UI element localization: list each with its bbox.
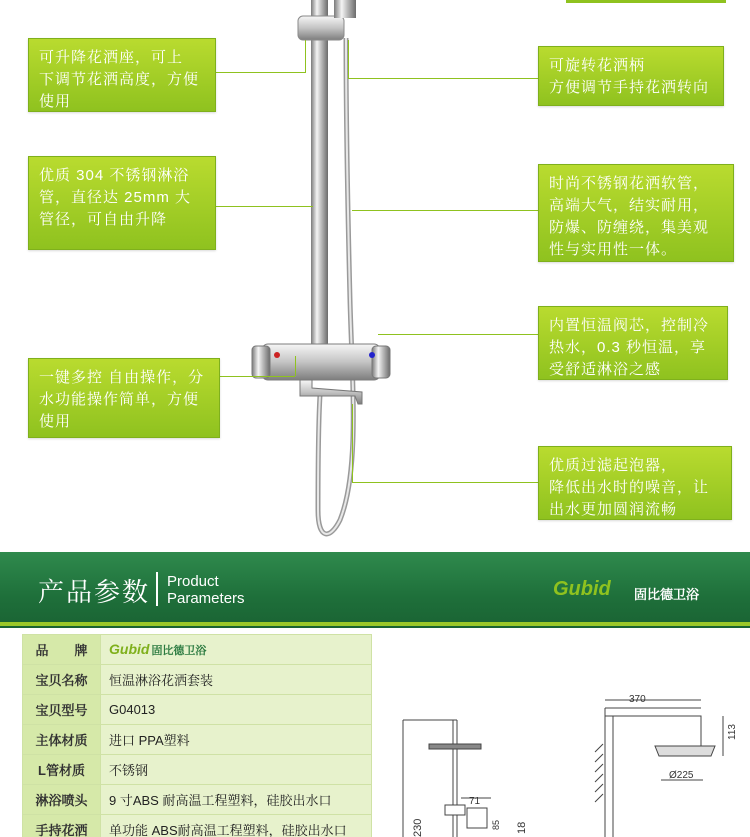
feature-callout-one-key-control: 一键多控 自由操作，分 水功能操作简单，方便 使用 xyxy=(28,358,220,438)
feature-callout-adjustable-seat: 可升降花洒座，可上 下调节花洒高度，方便 使用 xyxy=(28,38,216,112)
dimension-drawing xyxy=(385,690,750,837)
spec-label: 手持花洒 xyxy=(23,815,101,837)
table-row xyxy=(23,815,372,837)
feature-callout-rotating-handle: 可旋转花洒柄 方便调节手持花洒转向 xyxy=(538,46,724,106)
spec-label: 宝贝型号 xyxy=(23,695,101,725)
table-row xyxy=(23,755,372,785)
table-row xyxy=(23,635,372,665)
spec-value: G04013 xyxy=(101,695,372,725)
spec-label: 主体材质 xyxy=(23,725,101,755)
dim-height-label: 113 xyxy=(727,724,738,740)
table-row xyxy=(23,695,372,725)
spec-label: 品 牌 xyxy=(23,635,101,665)
dim-85-label: 85 xyxy=(491,819,501,830)
spec-value: 9 寸ABS 耐高温工程塑料，硅胶出水口 xyxy=(101,785,372,815)
spec-value: 不锈钢 xyxy=(101,755,372,785)
dim-18-label: 18 xyxy=(516,821,528,834)
feature-callout-aerator: 优质过滤起泡器， 降低出水时的噪音，让 出水更加圆润流畅 xyxy=(538,446,732,520)
banner-subtitle: Product Parameters xyxy=(167,573,245,607)
brand-logo: Gubid xyxy=(553,578,611,600)
brand-name-small: 固比德卫浴 xyxy=(151,645,207,657)
brand-logo-small: Gubid xyxy=(109,641,150,657)
feature-callout-hose: 时尚不锈钢花洒软管， 高端大气，结实耐用， 防爆、防缠绕，集美观 性与实用性一体。 xyxy=(538,164,734,262)
dim-230-label: 230 xyxy=(412,818,424,837)
spec-label: 淋浴喷头 xyxy=(23,785,101,815)
spec-table xyxy=(22,634,372,837)
spec-value-brand xyxy=(101,635,372,665)
spec-label: L管材质 xyxy=(23,755,101,785)
banner-separator xyxy=(156,572,158,606)
spec-value: 单功能 ABS耐高温工程塑料，硅胶出水口 xyxy=(101,815,372,837)
banner-title: 产品参数 xyxy=(38,578,151,608)
spec-value: 进口 PPA塑料 xyxy=(101,725,372,755)
spec-value: 恒温淋浴花洒套装 xyxy=(101,665,372,695)
spec-label: 宝贝名称 xyxy=(23,665,101,695)
banner-stripe xyxy=(0,622,750,626)
dim-71-label: 71 xyxy=(469,796,481,807)
table-row xyxy=(23,785,372,815)
dim-width-label: 370 xyxy=(629,694,646,705)
feature-callout-thermostatic-valve: 内置恒温阀芯，控制冷 热水，0.3 秒恒温，享 受舒适淋浴之感 xyxy=(538,306,728,380)
table-row xyxy=(23,725,372,755)
brand-name-cn: 固比德卫浴 xyxy=(634,587,700,602)
table-row xyxy=(23,665,372,695)
feature-callout-stainless-pipe: 优质 304 不锈钢淋浴 管，直径达 25mm 大 管径，可自由升降 xyxy=(28,156,216,250)
dim-head-label: Ø225 xyxy=(669,770,694,781)
